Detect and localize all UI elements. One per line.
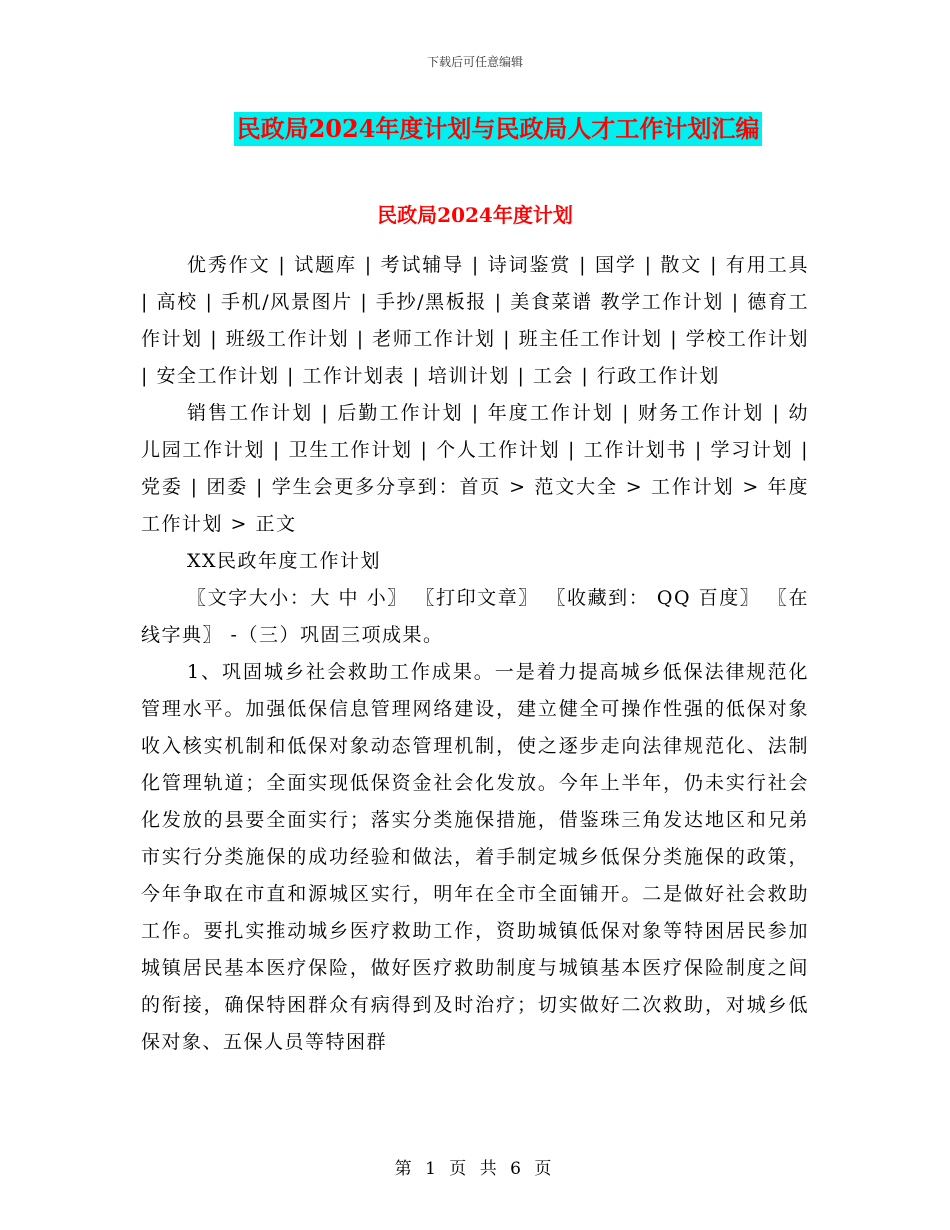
nav-links-paragraph-2: 销售工作计划 | 后勤工作计划 | 年度工作计划 | 财务工作计划 | 幼儿园工作计划 | 卫生工作计划 | 个人工作计划 | 工作计划书 | 学习计划 | 党委 | 团委 | 学生会更多分享到：首页 > 范文大全 > 工作计划 > 年度工作计划 > 正文 xyxy=(141,402,809,535)
nav-links-paragraph: 优秀作文 | 试题库 | 考试辅导 | 诗词鉴赏 | 国学 | 散文 | 有用工具 | 高校 | 手机/风景图片 | 手抄/黑板报 | 美食菜谱 教学工作计划 | 德育工作计划 | 班级工作计划 | 老师工作计划 | 班主任工作计划 | 学校工作计划 | 安全工作计划 | 工作计划表 | 培训计划 | 工会 | 行政工作计划 xyxy=(141,254,809,387)
article-heading: XX民政年度工作计划 xyxy=(187,550,382,572)
section-title: 民政局2024年度计划 xyxy=(377,203,573,227)
document-body xyxy=(141,247,809,1061)
page-number: 第 1 页 共 6 页 xyxy=(394,1159,556,1179)
body-paragraph: 1、巩固城乡社会救助工作成果。一是着力提高城乡低保法律规范化管理水平。加强低保信息管理网络建设，建立健全可操作性强的低保对象收入核实机制和低保对象动态管理机制，使之逐步走向法律规范化、法制化管理轨道；全面实现低保资金社会化发放。今年上半年，仍未实行社会化发放的县要全面实行；落实分类施保措施，借鉴珠三角发达地区和兄弟市实行分类施保的成功经验和做法，着手制定城乡低保分类施保的政策，今年争取在市直和源城区实行，明年在全市全面铺开。二是做好社会救助工作。要扎实推动城乡医疗救助工作，资助城镇低保对象等特困居民参加城镇居民基本医疗保险，做好医疗救助制度与城镇基本医疗保险制度之间的衔接，确保特困群众有病得到及时治疗；切实做好二次救助，对城乡低保对象、五保人员等特困群 xyxy=(141,661,809,1053)
main-title-container xyxy=(0,112,950,146)
header-note: 下载后可任意编辑 xyxy=(426,55,523,69)
article-toolbar-text: 〖文字大小：大 中 小〗 〖打印文章〗 〖收藏到： QQ 百度〗 〖在线字典〗 -（三）巩固三项成果。 xyxy=(141,587,809,646)
document-title: 民政局2024年度计划与民政局人才工作计划汇编 xyxy=(234,112,763,146)
